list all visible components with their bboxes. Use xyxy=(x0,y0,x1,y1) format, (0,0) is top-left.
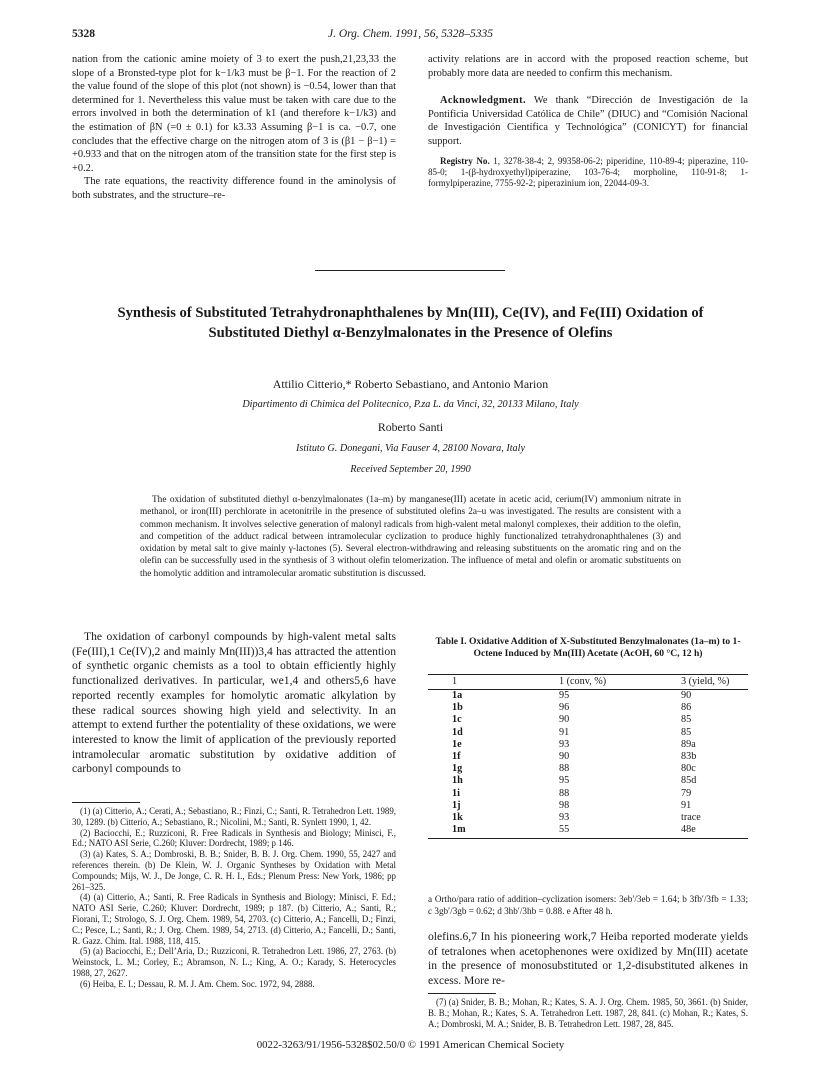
body-right-column xyxy=(428,930,748,989)
footnotes-right xyxy=(428,997,748,1029)
table-cell: 1f xyxy=(452,751,461,763)
table-cell: 93 xyxy=(559,738,570,750)
table-cell: 85d xyxy=(681,775,697,787)
table-cell: 95 xyxy=(559,690,570,701)
footnote-item: (1) (a) Citterio, A.; Cerati, A.; Sebastiano, R.; Finzi, C.; Santi, R. Tetrahedron Lett. 1989, 30, 1289. (b) Citterio, A.; Sebastiano, R.; Nicolini, M.; Santi, R. Synlett 1990, 1, 42. xyxy=(72,806,396,827)
table-row xyxy=(428,763,748,775)
prev-article-right-column xyxy=(428,53,748,190)
table-cell: 1g xyxy=(452,763,463,775)
affiliation-secondary: Istituto G. Donegani, Via Fauser 4, 28100 Novara, Italy xyxy=(295,443,525,454)
abstract: The oxidation of substituted diethyl α-benzylmalonates (1a–m) by manganese(III) acetate in acetic acid, cerium(IV) ammonium nitrate in methanol, or iron(III) perchlorate in acetonitrile in the presence of substituted olefins 2a–u was investigated. The results are consistent with a common mechanism. It involves selective generation of malonyl radicals from high-valent metal malonyl complexes, their addition to the olefin, and competition of the adduct radical between intramolecular cyclization to produce highly functionalized tetrahydronaphthalenes (3) and oxidation by metal salt to give mainly γ-lactones (5). Several electron-withdrawing and releasing substituents on the aromatic ring and on the olefin can be successfully used in the synthesis of 3 without olefin telomerization. The influence of metal and olefin or aromatic substituents on the homolytic addition and intramolecular aromatic substitution is discussed. xyxy=(140,495,681,579)
table-cell: 1d xyxy=(452,726,463,738)
table-cell: 98 xyxy=(559,799,570,811)
table-row xyxy=(428,788,748,800)
copyright-footer: 0022-3263/91/1956-5328$02.50/0 © 1991 American Chemical Society xyxy=(256,1039,565,1051)
table-cell: 90 xyxy=(681,690,692,701)
body-left-column xyxy=(72,630,396,777)
footnote-rule-right xyxy=(428,993,496,994)
footnote-item: (2) Baciocchi, E.; Ruzziconi, R. Free Radicals in Synthesis and Biology; Minisci, F., Ed.; NATO ASI Serie, C.260; Kluver: Dordrecht, 1989; p 146. xyxy=(72,827,396,849)
table-cell: 86 xyxy=(681,702,692,714)
table-cell: 91 xyxy=(681,799,692,811)
table-row xyxy=(428,775,748,787)
table-row xyxy=(428,727,748,739)
table-row xyxy=(428,690,748,703)
registry-text: 1, 3278-38-4; 2, 99358-06-2; piperidine, 110-89-4; piperazine, 110-85-0; 1-(β-hydroxyethyl)piperazine, 103-76-4; morpholine, 110-91-8; 1-formylpiperazine, 7755-92-2; piperazinium ion, 22044-09-3. xyxy=(428,155,748,189)
table-cell: 1k xyxy=(452,812,463,824)
prev-paragraph-2: The rate equations, the reactivity difference found in the aminolysis of both substrates, and the structure–re- xyxy=(72,176,396,201)
acknowledgment xyxy=(428,94,748,148)
page-number: 5328 xyxy=(72,28,95,40)
table-cell: 1e xyxy=(452,738,462,750)
article-separator xyxy=(315,270,505,271)
table-header-cell: 1 (conv, %) xyxy=(523,675,643,690)
table-row xyxy=(428,751,748,763)
table-caption: Table I. Oxidative Addition of X-Substituted Benzylmalonates (1a–m) to 1-Octene Induced by Mn(III) Acetate (AcOH, 60 °C, 12 h) xyxy=(435,636,741,659)
acknowledgment-text: We thank “Dirección de Investigación de la Pontificia Universidad Católica de Chile” (DIUC) and “Comisión Nacional de Investigación Científica y Technológica” (CONICYT) for financial support. xyxy=(428,95,748,147)
table-row xyxy=(428,800,748,812)
footnote-item: (6) Heiba, E. I.; Dessau, R. M. J. Am. Chem. Soc. 1972, 94, 2888. xyxy=(80,978,315,989)
received-date: Received September 20, 1990 xyxy=(350,464,471,475)
affiliation-primary: Dipartimento di Chimica del Politecnico, P.za L. da Vinci, 32, 20133 Milano, Italy xyxy=(242,399,579,410)
table-row xyxy=(428,824,748,839)
table-footnote: a Ortho/para ratio of addition–cyclization isomers: 3eb′/3eb = 1.64; b 3fb′/3fb = 1.33; c 3gb′/3gb = 0.62; d 3hb′/3hb = 0.88. e After 48 h. xyxy=(428,894,748,916)
acknowledgment-heading: Acknowledgment. xyxy=(440,95,526,107)
table-cell: 1c xyxy=(452,714,462,726)
prev-paragraph-1: nation from the cationic amine moiety of 3 to exert the push,21,23,33 the slope of a Bronsted-type plot for k−1/k3 must be β−1. For the reaction of 2 the value found of the slope of this plot (not shown) is −0.54, lower than that determined for 1. Nevertheless this value must be taken with care due to the errors involved in both the determination of k1 (and therefore k−1/k3) and the estimation of βN (=0 ± 0.1) for k3.33 Assuming β−1 is ca. −0.7, one concludes that the effective charge on the nitrogen atom of 3 is (β1 − β−1) = +0.933 and that on the nitrogen atom of the transition state for the first step is +0.2. xyxy=(72,54,396,174)
registry-label: Registry No. xyxy=(440,155,490,166)
authors-primary: Attilio Citterio,* Roberto Sebastiano, and Antonio Marion xyxy=(272,377,549,391)
journal-citation: J. Org. Chem. 1991, 56, 5328–5335 xyxy=(327,28,494,40)
table-cell: 85 xyxy=(681,726,692,738)
table-cell: 88 xyxy=(559,787,570,799)
table-cell: 1h xyxy=(452,775,463,787)
table-cell: 85 xyxy=(681,714,692,726)
table-header-row xyxy=(428,675,748,690)
table-header-cell: 3 (yield, %) xyxy=(643,675,748,690)
table-cell: 90 xyxy=(559,714,570,726)
article-title: Synthesis of Substituted Tetrahydronaphthalenes by Mn(III), Ce(IV), and Fe(III) Oxidation of Substituted Diethyl α-Benzylmalonates in the Presence of Olefins xyxy=(117,305,704,341)
table-cell: 79 xyxy=(681,787,692,799)
table-cell: 80c xyxy=(681,763,696,775)
table-cell: 95 xyxy=(559,775,570,787)
results-table xyxy=(428,674,748,839)
table-cell: 55 xyxy=(523,824,643,839)
authors-secondary: Roberto Santi xyxy=(377,420,444,434)
footnotes-left xyxy=(72,806,396,990)
table-cell: 89a xyxy=(681,738,696,750)
table-cell: 1a xyxy=(452,690,463,701)
footnote-item: (3) (a) Kates, S. A.; Dombroski, B. B.; Snider, B. B. J. Org. Chem. 1990, 55, 2427 and references therein. (b) De Klein, W. J. Organic Syntheses by Oxidation with Metal Compounds; Mijs, W. J., De Jonge, C. R. H. I., Eds.; Plenum Press: New York, 1986; pp 261–325. xyxy=(72,849,396,892)
footnote-item: (4) (a) Citterio, A.; Santi, R. Free Radicals in Synthesis and Biology; Minisci, F. Ed.; NATO ASI Serie, C.260; Kluver: Dordrecht, 1989; p 187. (b) Citterio, A.; Santi, R.; Fiorani, T.; Strologo, S. J. Org. Chem. 1989, 54, 2703. (c) Citterio, A.; Fancelli, D.; Finzi, C.; Pesce, L.; Santi, R.; J. Org. Chem. 1989, 54, 2713. (d) Citterio, A.; Fancelli, D.; Santi, R. Gazz. Chim. Ital. 1988, 118, 415. xyxy=(72,892,396,946)
table-cell: 1j xyxy=(452,799,461,811)
table-cell: 1i xyxy=(452,787,460,799)
table-cell: 96 xyxy=(559,702,570,714)
footnote-item: (7) (a) Snider, B. B.; Mohan, R.; Kates, S. A. J. Org. Chem. 1985, 50, 3661. (b) Snider, B. B.; Mohan, R.; Kates, S. A. Tetrahedron Lett. 1987, 28, 841. (c) Mohan, R.; Kates, S. A.; Dombroski, M. A.; Snider, B. B. Tetrahedron Lett. 1987, 28, 845. xyxy=(428,997,748,1029)
table-cell: 1b xyxy=(452,702,463,714)
registry-numbers xyxy=(428,156,748,190)
prev-paragraph-3: activity relations are in accord with the proposed reaction scheme, but probably more data are needed to confirm this mechanism. xyxy=(428,54,748,79)
table-cell: 91 xyxy=(559,726,570,738)
table-cell: 88 xyxy=(559,763,570,775)
table-row xyxy=(428,714,748,726)
intro-paragraph: The oxidation of carbonyl compounds by high-valent metal salts (Fe(III),1 Ce(IV),2 and mainly Mn(III))3,4 has attracted the attention of synthetic organic chemists as a tool to obtain efficiently highly functionalized derivatives. In particular, we1,4 and others5,6 have reported recently examples for homolytic aromatic alkylation by these radical sources showing high yield and selectivity. In an attempt to extend further the potentiality of these oxidations, we were interested to know the limit of application of the previously reported intramolecular aromatic substitution by oxidative addition of carbonyl compounds to xyxy=(72,630,396,776)
body-right-paragraph: olefins.6,7 In his pioneering work,7 Heiba reported moderate yields of tetralones when acetophenones were oxidized by Mn(III) acetate in the presence of monosubstituted or 1,2-disubstituted alkenes in excess. More re- xyxy=(428,930,748,988)
table-row xyxy=(428,812,748,824)
table-cell: trace xyxy=(681,812,701,824)
table-row xyxy=(428,739,748,751)
table-cell: 90 xyxy=(559,751,570,763)
footnote-rule-left xyxy=(72,802,140,803)
table-cell: 83b xyxy=(681,751,697,763)
table-cell: 48e xyxy=(643,824,748,839)
table-header-cell: 1 xyxy=(428,675,523,690)
footnote-item: (5) (a) Baciocchi, E.; Dell’Aria, D.; Ruzziconi, R. Tetrahedron Lett. 1986, 27, 2763. (b) Weinstock, L. M.; Corley, E.; Abramson, N. L.; King, A. O.; Karady, S. Heterocycles 1988, 27, 2627. xyxy=(72,946,396,978)
table-row xyxy=(428,702,748,714)
table-cell: 1m xyxy=(428,824,523,839)
prev-article-left-column xyxy=(72,53,396,203)
table-cell: 93 xyxy=(559,812,570,824)
